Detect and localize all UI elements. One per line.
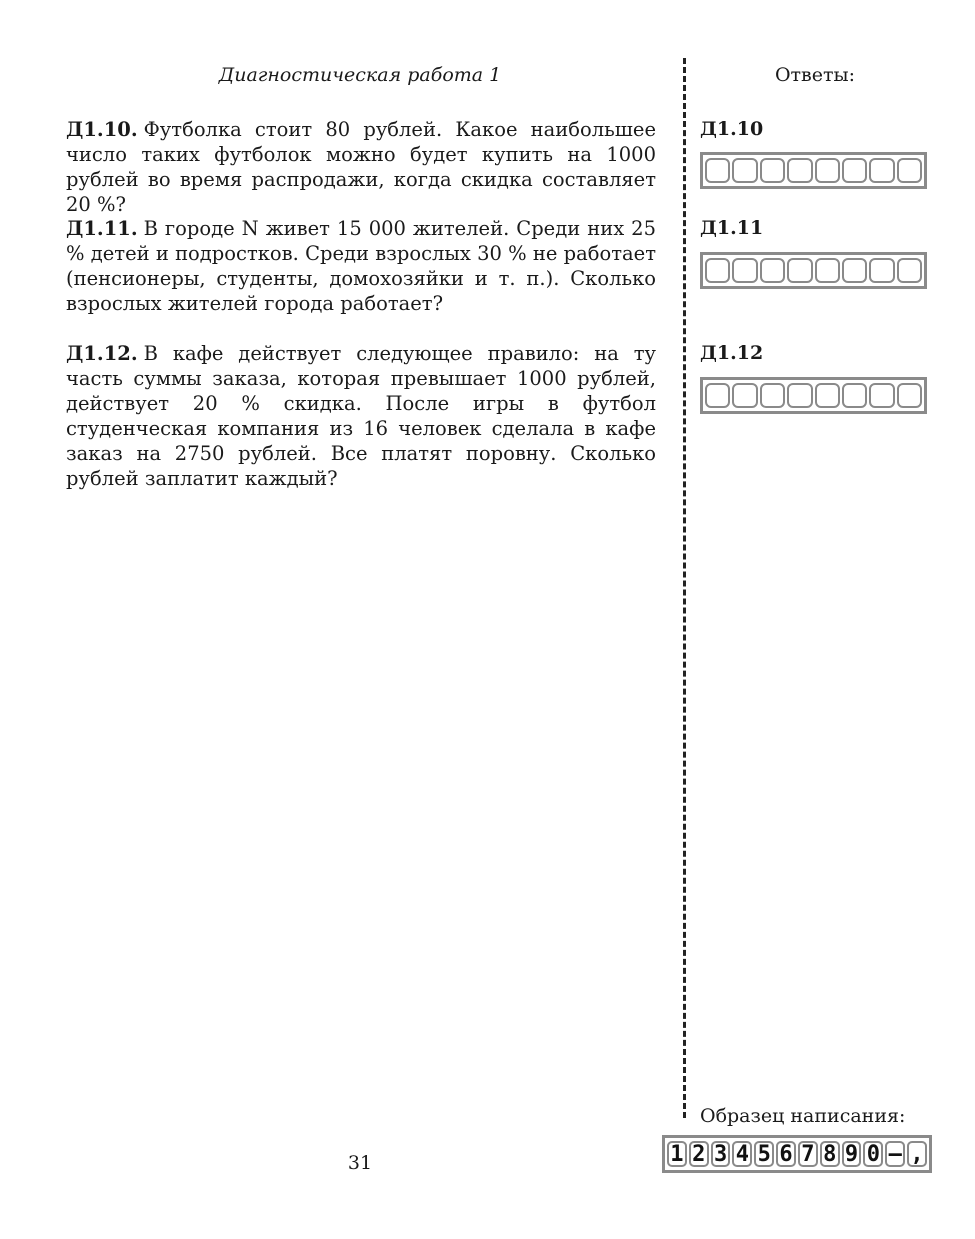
sample-char: , <box>907 1141 927 1167</box>
answer-grid-d1-11[interactable] <box>700 252 927 289</box>
answer-cell[interactable] <box>869 258 894 283</box>
answer-cell[interactable] <box>842 258 867 283</box>
answer-cell[interactable] <box>760 158 785 183</box>
answer-cell[interactable] <box>732 258 757 283</box>
answer-cell[interactable] <box>842 158 867 183</box>
answer-cell[interactable] <box>897 383 922 408</box>
problem-number: Д1.11. <box>66 217 138 240</box>
answer-cell[interactable] <box>869 383 894 408</box>
problem-number: Д1.10. <box>66 118 138 141</box>
page-header-title: Диагностическая работа 1 <box>218 64 502 86</box>
sample-char: 3 <box>711 1141 731 1167</box>
sample-char: 5 <box>754 1141 774 1167</box>
answer-cell[interactable] <box>787 383 812 408</box>
answer-cell[interactable] <box>705 258 730 283</box>
answer-cell[interactable] <box>705 158 730 183</box>
answer-cell[interactable] <box>732 158 757 183</box>
problem-text: Футболка стоит 80 рублей. Какое наибольшее число таких футболок можно будет купить на 1000 рублей во время распродажи, когда скидка составляет 20 %? <box>66 118 656 216</box>
sample-char: 9 <box>842 1141 862 1167</box>
answer-cell[interactable] <box>842 383 867 408</box>
answer-cell[interactable] <box>732 383 757 408</box>
answer-cell[interactable] <box>869 158 894 183</box>
problem-d1-12 <box>66 341 656 491</box>
answer-cell[interactable] <box>760 383 785 408</box>
answer-cell[interactable] <box>897 158 922 183</box>
sample-char: 4 <box>732 1141 752 1167</box>
answer-label-d1-10: Д1.10 <box>700 118 764 140</box>
sample-char: 8 <box>820 1141 840 1167</box>
sample-char: 0 <box>863 1141 883 1167</box>
problem-text: В кафе действует следующее правило: на ту часть суммы заказа, которая превышает 1000 рублей, действует 20 % скидка. После игры в футбол студенческая компания из 16 человек сделала в кафе заказ на 2750 рублей. Все платят поровну. Сколько рублей заплатит каждый? <box>66 342 656 490</box>
answers-header: Ответы: <box>774 64 856 86</box>
answer-cell[interactable] <box>815 258 840 283</box>
answer-label-d1-11: Д1.11 <box>700 217 764 239</box>
sample-writing-grid <box>662 1135 932 1173</box>
sample-char: 7 <box>798 1141 818 1167</box>
answer-grid-d1-12[interactable] <box>700 377 927 414</box>
page-number: 31 <box>347 1152 373 1174</box>
answer-cell[interactable] <box>705 383 730 408</box>
problem-d1-11 <box>66 216 656 316</box>
answer-cell[interactable] <box>815 158 840 183</box>
sample-char: 6 <box>776 1141 796 1167</box>
answer-cell[interactable] <box>787 158 812 183</box>
problem-d1-10 <box>66 117 656 217</box>
sample-char: – <box>885 1141 905 1167</box>
problem-text: В городе N живет 15 000 жителей. Среди них 25 % детей и подростков. Среди взрослых 30 % не работает (пенсионеры, студенты, домохозяйки и т. п.). Сколько взрослых жителей города работает? <box>66 217 656 315</box>
answer-cell[interactable] <box>897 258 922 283</box>
sample-writing-label: Образец написания: <box>700 1105 906 1127</box>
answer-cell[interactable] <box>760 258 785 283</box>
answer-label-d1-12: Д1.12 <box>700 342 764 364</box>
problem-number: Д1.12. <box>66 342 138 365</box>
answer-grid-d1-10[interactable] <box>700 152 927 189</box>
answer-cell[interactable] <box>787 258 812 283</box>
answer-cell[interactable] <box>815 383 840 408</box>
sample-char: 1 <box>667 1141 687 1167</box>
cut-line-divider <box>683 58 686 1118</box>
sample-char: 2 <box>689 1141 709 1167</box>
